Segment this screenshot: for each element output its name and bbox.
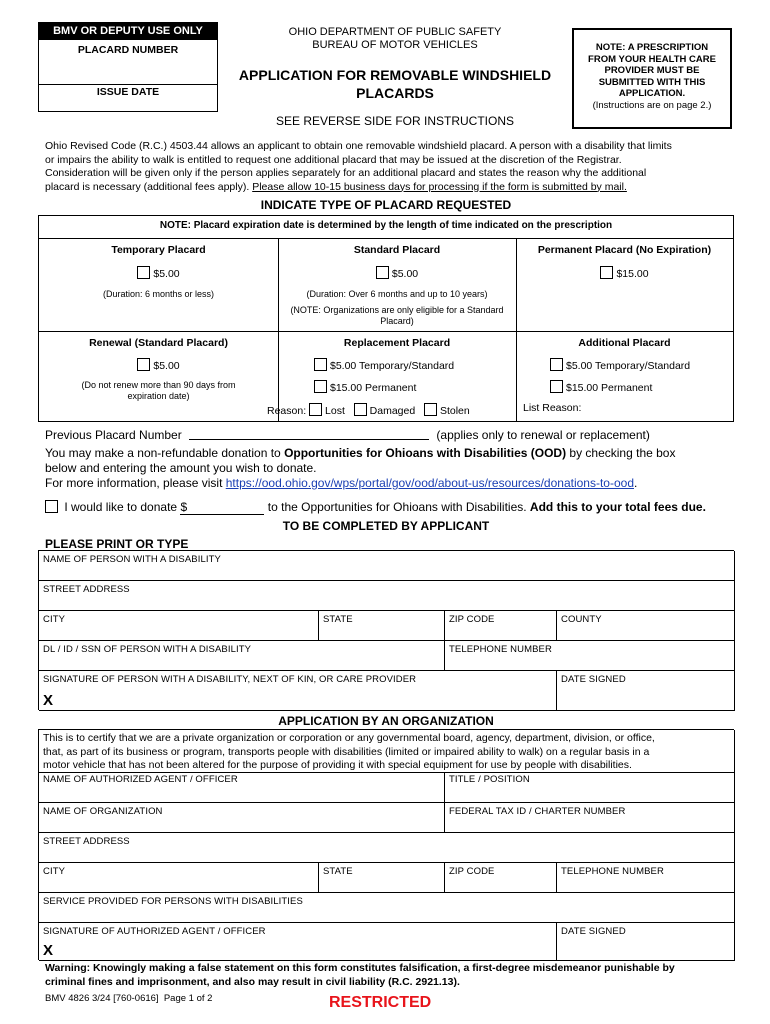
org-street-field[interactable]: [39, 833, 735, 863]
temporary-duration: (Duration: 6 months or less): [102, 289, 215, 299]
form-title-line2: PLACARDS: [356, 85, 434, 101]
cert-line: motor vehicle that has not been altered for the purpose of providing it with special equipment for use by people with disabilities.: [43, 759, 632, 771]
field-label: NAME OF AUTHORIZED AGENT / OFFICER: [43, 774, 238, 785]
standard-placard-title: Standard Placard: [353, 244, 441, 256]
renewal-placard-option[interactable]: [39, 358, 278, 372]
placard-number-label: PLACARD NUMBER: [77, 44, 179, 56]
signature-x-mark: X: [43, 942, 54, 959]
donation-text: by checking the box: [566, 446, 676, 460]
donation-line: [45, 446, 735, 461]
field-label: DL / ID / SSN OF PERSON WITH A DISABILITY: [43, 644, 252, 655]
additional-perm-checkbox[interactable]: [550, 380, 563, 393]
previous-placard-note: (applies only to renewal or replacement): [436, 428, 650, 442]
falsification-warning: [45, 962, 735, 989]
warning-line: criminal fines and imprisonment, and also may result in civil liability (R.C. 2921.13).: [45, 975, 460, 988]
field-label: ZIP CODE: [449, 866, 495, 877]
replacement-placard-title: Replacement Placard: [343, 337, 451, 349]
additional-placard-title: Additional Placard: [578, 337, 671, 349]
cert-line: This is to certify that we are a private organization or corporation or any governmental board, agency, department, division, or office,: [43, 732, 655, 744]
reason-label: Reason:: [267, 405, 307, 417]
field-label: STATE: [323, 614, 353, 625]
field-label: TELEPHONE NUMBER: [561, 866, 664, 877]
standard-price: $5.00: [391, 268, 419, 280]
donate-text: to the Opportunities for Ohioans with Disabilities.: [267, 500, 530, 514]
note-line: NOTE: A PRESCRIPTION: [595, 42, 709, 53]
previous-placard-label: Previous Placard Number: [45, 428, 182, 442]
additional-temp-label: $5.00 Temporary/Standard: [566, 360, 691, 372]
renewal-note-line: (Do not renew more than 90 days from: [81, 380, 236, 390]
issue-date-label: ISSUE DATE: [96, 86, 160, 98]
applicant-county-field[interactable]: [557, 611, 735, 641]
applicant-date-signed-field[interactable]: [557, 671, 735, 711]
applicant-zip-field[interactable]: [445, 611, 557, 641]
reason-damaged-label: Damaged: [369, 405, 416, 417]
org-tax-id-field[interactable]: [445, 803, 735, 833]
renewal-placard-title: Renewal (Standard Placard): [89, 337, 228, 349]
reason-lost-checkbox[interactable]: [309, 403, 322, 416]
org-agent-name-field[interactable]: [39, 773, 445, 803]
renewal-note-line: expiration date): [127, 391, 190, 401]
replacement-temp-label: $5.00 Temporary/Standard: [330, 360, 455, 372]
field-label: CITY: [43, 614, 66, 625]
applicant-phone-field[interactable]: [445, 641, 735, 671]
field-label: NAME OF PERSON WITH A DISABILITY: [43, 554, 221, 565]
org-name-field[interactable]: [39, 803, 445, 833]
org-certification: [39, 730, 735, 773]
field-label: FEDERAL TAX ID / CHARTER NUMBER: [449, 806, 626, 817]
additional-option-temp[interactable]: [550, 358, 690, 372]
applicant-city-field[interactable]: [39, 611, 319, 641]
applicant-street-field[interactable]: [39, 581, 735, 611]
donation-row: [45, 500, 740, 515]
donation-line: below and entering the amount you wish to donate.: [45, 461, 317, 475]
org-date-signed-field[interactable]: [557, 923, 735, 961]
donation-text: For more information, please visit: [45, 476, 226, 490]
org-signature-field[interactable]: [39, 923, 557, 961]
field-label: DATE SIGNED: [561, 674, 626, 685]
organization-heading: APPLICATION BY AN ORGANIZATION: [278, 714, 494, 728]
intro-line: Consideration will be given only if the person applies separately for an additional placard and states the reason why the additional: [45, 167, 647, 179]
previous-placard-input[interactable]: [189, 428, 429, 440]
field-label: CITY: [43, 866, 66, 877]
signature-x-mark: X: [43, 692, 54, 709]
standard-placard-option[interactable]: [278, 266, 516, 280]
applicant-form: [38, 550, 734, 710]
reason-lost-label: Lost: [325, 405, 345, 417]
reason-damaged-checkbox[interactable]: [354, 403, 367, 416]
field-label: TITLE / POSITION: [449, 774, 530, 785]
replacement-option-temp[interactable]: [314, 358, 454, 372]
see-reverse: SEE REVERSE SIDE FOR INSTRUCTIONS: [275, 114, 515, 128]
page-number: Page 1 of 2: [163, 993, 213, 1004]
print-or-type: PLEASE PRINT OR TYPE: [45, 537, 189, 551]
additional-temp-checkbox[interactable]: [550, 358, 563, 371]
replacement-temp-checkbox[interactable]: [314, 358, 327, 371]
replacement-perm-checkbox[interactable]: [314, 380, 327, 393]
permanent-checkbox[interactable]: [600, 266, 613, 279]
ood-name: Opportunities for Ohioans with Disabilities (OOD): [284, 446, 567, 460]
additional-perm-label: $15.00 Permanent: [566, 382, 653, 394]
applicant-name-field[interactable]: [39, 551, 735, 581]
dept-name: OHIO DEPARTMENT OF PUBLIC SAFETY: [288, 26, 502, 38]
dollar-sign: $: [180, 500, 188, 514]
field-label: NAME OF ORGANIZATION: [43, 806, 163, 817]
temporary-checkbox[interactable]: [137, 266, 150, 279]
placard-type-heading: INDICATE TYPE OF PLACARD REQUESTED: [260, 198, 512, 212]
intro-text: placard is necessary (additional fees apply).: [45, 180, 253, 193]
temporary-price: $5.00: [153, 268, 180, 280]
placard-number-field[interactable]: [40, 55, 216, 81]
permanent-placard-title: Permanent Placard (No Expiration): [537, 244, 712, 256]
form-number: BMV 4826 3/24 [760-0616]: [45, 993, 159, 1004]
standard-org-note-line: (NOTE: Organizations are only eligible for a Standard: [290, 305, 504, 315]
donation-text: .: [634, 476, 638, 490]
org-city-field[interactable]: [39, 863, 319, 893]
note-line: FROM YOUR HEALTH CARE: [588, 53, 716, 65]
note-instructions: (Instructions are on page 2.): [592, 99, 712, 111]
field-label: COUNTY: [561, 614, 602, 625]
donate-label: I would like to donate: [64, 500, 178, 514]
organization-form: [38, 729, 734, 960]
temporary-placard-title: Temporary Placard: [111, 244, 206, 256]
intro-line: [45, 181, 735, 195]
reason-stolen-checkbox[interactable]: [424, 403, 437, 416]
replacement-reasons: [267, 403, 527, 417]
donate-total-note: Add this to your total fees due.: [529, 500, 706, 514]
placard-type-table: [38, 215, 734, 422]
intro-paragraph: [45, 140, 735, 194]
standard-org-note: [278, 305, 516, 327]
cert-line: that, as part of its business or program, transports people with disabilities (limited or impaired ability to walk) on a regular basis in a: [43, 745, 650, 758]
bureau-name: BUREAU OF MOTOR VEHICLES: [312, 39, 478, 51]
intro-line: Ohio Revised Code (R.C.) 4503.44 allows an applicant to obtain one removable windshield placard. A person with a disability that limits: [45, 140, 672, 152]
ood-donation-link[interactable]: https://ood.ohio.gov/wps/portal/gov/ood/about-us/resources/donations-to-ood: [225, 476, 634, 490]
additional-option-perm[interactable]: [550, 380, 652, 394]
replacement-option-perm[interactable]: [314, 380, 416, 394]
intro-line: or impairs the ability to walk is entitled to request one additional placard that may be issued at the discretion of the Registrar.: [45, 153, 622, 166]
field-label: SIGNATURE OF PERSON WITH A DISABILITY, NEXT OF KIN, OR CARE PROVIDER: [43, 674, 417, 685]
form-title-line1: APPLICATION FOR REMOVABLE WINDSHIELD: [238, 67, 552, 83]
form-title: [220, 66, 570, 102]
restricted-stamp: RESTRICTED: [329, 994, 432, 1011]
donate-amount-field[interactable]: [180, 500, 264, 515]
note-line: PROVIDER MUST BE: [604, 65, 700, 76]
expiration-note: NOTE: Placard expiration date is determined by the length of time indicated on the prescription: [159, 220, 613, 231]
applicant-heading: TO BE COMPLETED BY APPLICANT: [282, 519, 490, 533]
field-label: STREET ADDRESS: [43, 836, 130, 847]
warning-line: Warning: Knowingly making a false statement on this form constitutes falsification, a first-degree misdemeanor punishable by: [45, 962, 675, 974]
renewal-checkbox[interactable]: [137, 358, 150, 371]
field-label: STREET ADDRESS: [43, 584, 130, 595]
org-phone-field[interactable]: [557, 863, 735, 893]
field-label: SIGNATURE OF AUTHORIZED AGENT / OFFICER: [43, 926, 266, 937]
additional-list-reason[interactable]: List Reason:: [523, 402, 582, 414]
note-line: APPLICATION.: [618, 88, 686, 99]
permanent-price: $15.00: [616, 268, 649, 280]
note-line: SUBMITTED WITH THIS: [598, 76, 706, 88]
field-label: DATE SIGNED: [561, 926, 626, 937]
org-state-field[interactable]: [319, 863, 445, 893]
donation-line: [45, 476, 735, 491]
applicant-state-field[interactable]: [319, 611, 445, 641]
field-label: ZIP CODE: [449, 614, 495, 625]
replacement-perm-label: $15.00 Permanent: [330, 382, 417, 394]
field-label: SERVICE PROVIDED FOR PERSONS WITH DISABILITIES: [43, 896, 303, 907]
standard-checkbox[interactable]: [376, 266, 389, 279]
standard-duration: (Duration: Over 6 months and up to 10 years): [306, 289, 488, 299]
field-label: TELEPHONE NUMBER: [449, 644, 552, 655]
processing-time-note: Please allow 10-15 business days for processing if the form is submitted by mail.: [252, 180, 627, 193]
renewal-price: $5.00: [153, 360, 180, 372]
applicant-signature-field[interactable]: [39, 671, 557, 711]
donate-checkbox[interactable]: [45, 500, 58, 513]
standard-org-note-line: Placard): [380, 316, 414, 326]
permanent-placard-option[interactable]: [516, 266, 733, 280]
reason-stolen-label: Stolen: [439, 405, 470, 417]
field-label: STATE: [323, 866, 353, 877]
form-id: [45, 993, 212, 1004]
org-title-field[interactable]: [445, 773, 735, 803]
applicant-dl-field[interactable]: [39, 641, 445, 671]
org-zip-field[interactable]: [445, 863, 557, 893]
temporary-placard-option[interactable]: [39, 266, 278, 280]
previous-placard-row: [45, 428, 735, 442]
agency-header: [220, 26, 570, 52]
donation-text: You may make a non-refundable donation to: [45, 446, 285, 460]
prescription-note-box: [572, 28, 732, 129]
bmv-use-only-banner: BMV OR DEPUTY USE ONLY: [39, 23, 217, 40]
renewal-note: [39, 380, 278, 402]
donation-info: [45, 446, 735, 491]
org-service-field[interactable]: [39, 893, 735, 923]
